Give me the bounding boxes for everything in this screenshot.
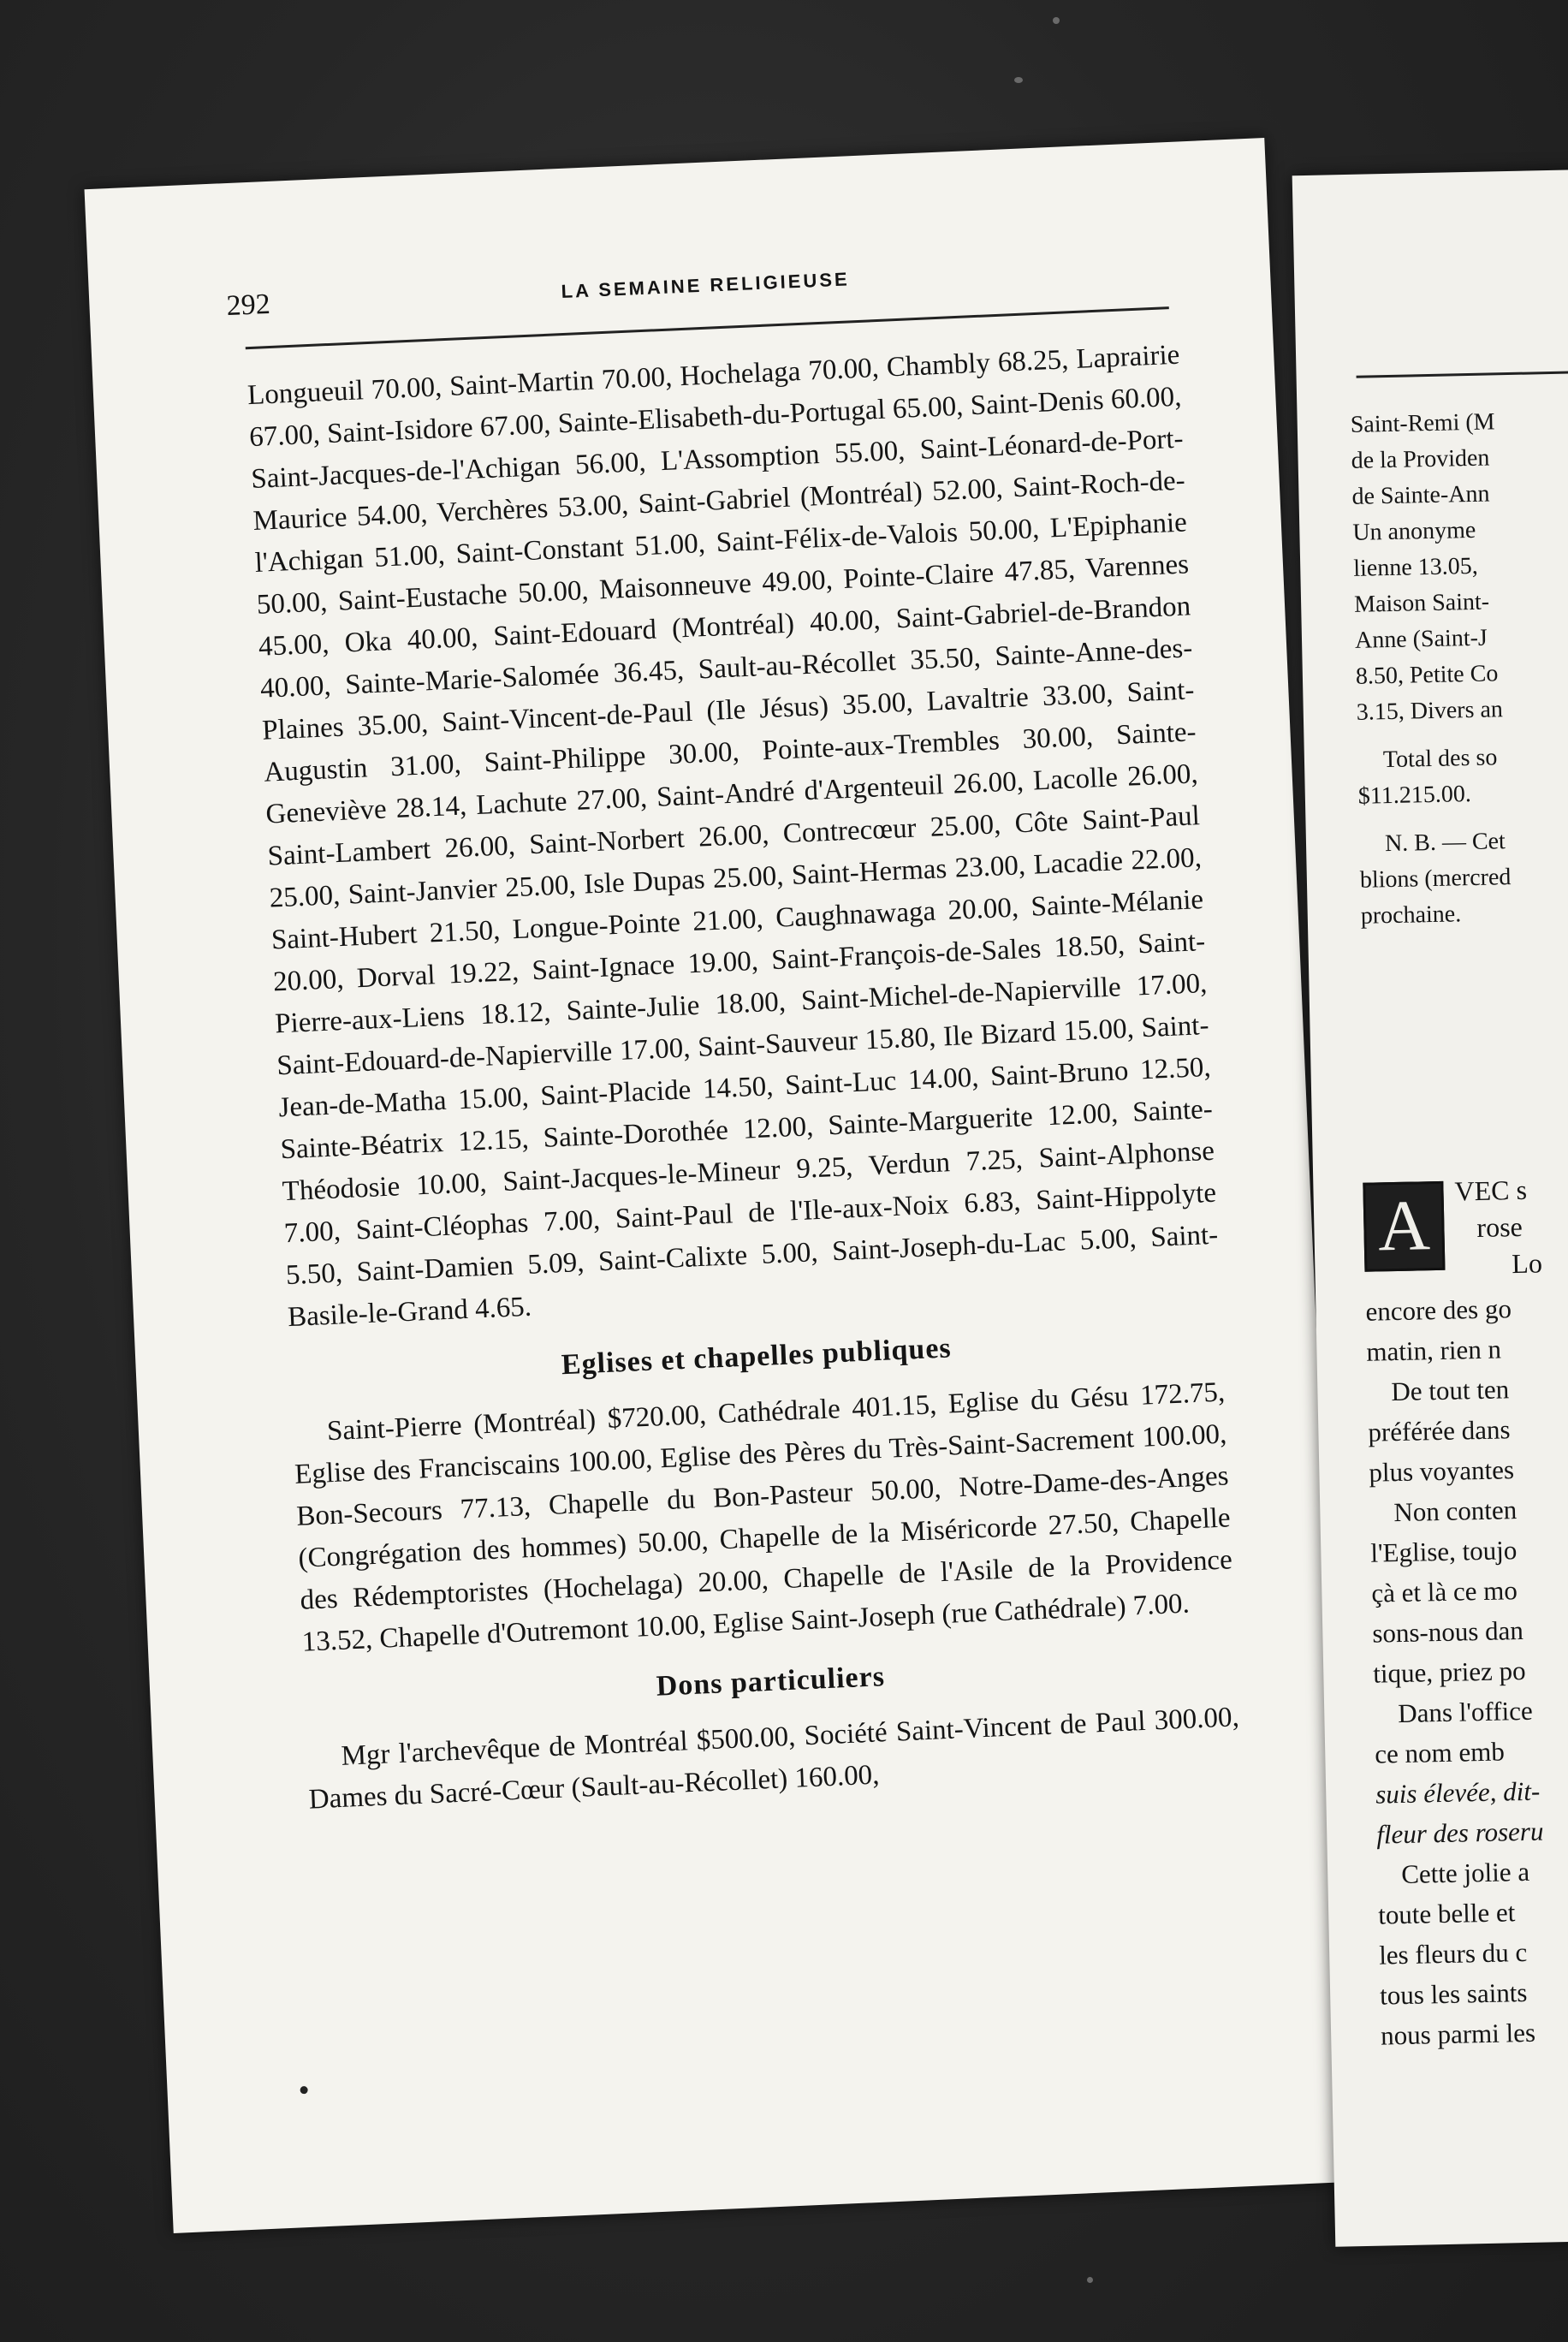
right-total-line: Total des so (1382, 744, 1498, 774)
right-text-line: plus voyantes (1369, 1454, 1515, 1488)
right-header-rule (1357, 370, 1568, 377)
right-nb-line: blions (mercred (1359, 864, 1512, 894)
dropcap-letter: A (1377, 1186, 1431, 1267)
right-text-line: sons-nous dan (1371, 1614, 1524, 1649)
right-text-line: préférée dans (1368, 1414, 1511, 1447)
right-text-line: Saint-Remi (M (1350, 408, 1495, 438)
right-nb-line: N. B. — Cet (1384, 828, 1506, 858)
right-text-line: suis élevée, dit- (1375, 1775, 1541, 1810)
right-text-line: Anne (Saint-J (1354, 624, 1488, 654)
dust-speck (1014, 77, 1023, 83)
right-text-line: l'Eglise, toujo (1370, 1535, 1518, 1568)
right-top-block (1350, 401, 1568, 935)
right-text-line: de la Providen (1351, 444, 1490, 474)
ornamental-dropcap (1363, 1181, 1445, 1272)
right-text-line: encore des go (1365, 1293, 1512, 1327)
right-text-line: VEC s (1454, 1174, 1528, 1207)
right-total-line: $11.215.00. (1357, 781, 1472, 810)
section-heading-private-gifts: Dons particuliers (656, 1661, 886, 1703)
page-number: 292 (225, 288, 271, 323)
right-text-line: 8.50, Petite Co (1355, 660, 1499, 690)
right-text-line: 3.15, Divers an (1356, 696, 1504, 726)
dust-speck (1087, 2277, 1093, 2283)
right-page (1292, 169, 1568, 2247)
right-text-line: Lo (1511, 1247, 1543, 1280)
right-text-line: de Sainte-Ann (1351, 480, 1490, 510)
right-text-line: lienne 13.05, (1352, 552, 1479, 582)
page-header (225, 249, 1168, 332)
right-text-line: De tout ten (1391, 1374, 1510, 1407)
private-gifts-paragraph: Mgr l'archevêque de Montréal $500.00, Société Saint-Vincent de Paul 300.00, Dames du Sacré-Cœur (Sault-au-Récollet) 160.00, (308, 1702, 1240, 1816)
right-text-line: nous parmi les (1380, 2017, 1536, 2051)
churches-paragraph: Saint-Pierre (Montréal) $720.00, Cathédrale 401.15, Eglise du Gésu 172.75, Eglise des Franciscains 100.00, Eglise des Pères du Très-Saint-Sacrement 100.00, Bon-Secours 77.13, Chapelle du Bon-Pasteur 50.00, Notre-Dame-des-Anges (Congrégation des hommes) 50.00, Chapelle de la Miséricorde 27.50, Chapelle des Rédemptoristes (Hochelaga) 20.00, Chapelle de l'Asile de la Providence 13.52, Chapelle d'Outremont 10.00, Eglise Saint-Joseph (rue Cathédrale) 7.00. (294, 1376, 1233, 1658)
right-text-line: matin, rien n (1366, 1334, 1502, 1367)
right-text-line: tous les saints (1379, 1976, 1528, 2011)
section-heading-churches: Eglises et chapelles publiques (561, 1332, 953, 1382)
parish-donations-paragraph: Longueuil 70.00, Saint-Martin 70.00, Hochelaga 70.00, Chambly 68.25, Laprairie 67.00, Saint-Isidore 67.00, Sainte-Elisabeth-du-Portugal 65.00, Saint-Denis 60.00, Saint-Jacques-de-l'Achigan 56.00, L'Assomption 55.00, Saint-Léonard-de-Port-Maurice 54.00, Verchères 53.00, Saint-Gabriel (Montréal) 52.00, Saint-Roch-de-l'Achigan 51.00, Saint-Constant 51.00, Saint-Félix-de-Valois 50.00, L'Epiphanie 50.00, Saint-Eustache 50.00, Maisonneuve 49.00, Pointe-Claire 47.85, Varennes 45.00, Oka 40.00, Saint-Edouard (Montréal) 40.00, Saint-Gabriel-de-Brandon 40.00, Sainte-Marie-Salomée 36.45, Sault-au-Récollet 35.50, Sainte-Anne-des-Plaines 35.00, Saint-Vincent-de-Paul (Ile Jésus) 35.00, Lavaltrie 33.00, Saint-Augustin 31.00, Saint-Philippe 30.00, Pointe-aux-Trembles 30.00, Sainte-Geneviève 28.14, Lachute 27.00, Saint-André d'Argenteuil 26.00, Lacolle 26.00, Saint-Lambert 26.00, Saint-Norbert 26.00, Contrecœur 25.00, Côte Saint-Paul 25.00, Saint-Janvier 25.00, Isle Dupas 25.00, Saint-Hermas 23.00, Lacadie 22.00, Saint-Hubert 21.50, Longue-Pointe 21.00, Caughnawaga 20.00, Sainte-Mélanie 20.00, Dorval 19.22, Saint-Ignace 19.00, Saint-François-de-Sales 18.50, Saint-Pierre-aux-Liens 18.12, Sainte-Julie 18.00, Saint-Michel-de-Napierville 17.00, Saint-Edouard-de-Napierville 17.00, Saint-Sauveur 15.80, Ile Bizard 15.00, Saint-Jean-de-Matha 15.00, Saint-Placide 14.50, Saint-Luc 14.00, Saint-Bruno 12.50, Sainte-Béatrix 12.15, Sainte-Dorothée 12.00, Sainte-Marguerite 12.00, Sainte-Théodosie 10.00, Saint-Jacques-le-Mineur 9.25, Verdun 7.25, Saint-Alphonse 7.00, Saint-Cléophas 7.00, Saint-Paul de l'Ile-aux-Noix 6.83, Saint-Hippolyte 5.50, Saint-Damien 5.09, Saint-Calixte 5.00, Saint-Joseph-du-Lac 5.00, Saint-Basile-le-Grand 4.65. (246, 339, 1219, 1334)
right-text-line: Non conten (1393, 1495, 1518, 1528)
right-bottom-block (1365, 1286, 1568, 2056)
right-text-line: Un anonyme (1352, 516, 1476, 546)
right-text-line: toute belle et (1377, 1897, 1516, 1930)
page-body (246, 335, 1242, 1822)
margin-mark (300, 2086, 307, 2094)
right-text-line: çà et là ce mo (1370, 1575, 1518, 1608)
right-text-line: rose (1476, 1210, 1523, 1244)
right-text-line: Dans l'office (1397, 1695, 1534, 1729)
right-text-line: tique, priez po (1372, 1655, 1526, 1689)
right-text-line: Maison Saint- (1353, 588, 1490, 618)
right-nb-line: prochaine. (1360, 901, 1462, 930)
right-text-line: ce nom emb (1374, 1736, 1506, 1769)
right-text-line: les fleurs du c (1378, 1936, 1528, 1970)
dust-speck (1053, 17, 1060, 24)
running-title: LA SEMAINE RELIGIEUSE (561, 268, 851, 303)
right-text-line: Cette jolie a (1400, 1856, 1530, 1890)
right-text-line: fleur des roseru (1375, 1816, 1544, 1850)
left-page (85, 138, 1354, 2233)
